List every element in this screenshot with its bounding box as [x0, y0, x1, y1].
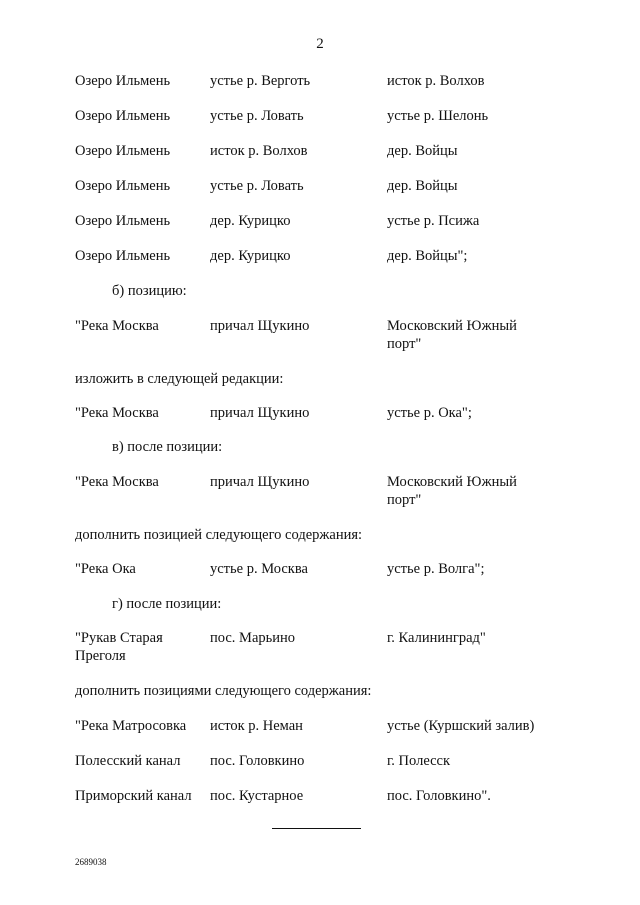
start-point-cell: устье р. Москва — [210, 561, 308, 577]
end-point-cell: устье р. Шелонь — [387, 108, 489, 124]
waterway-cell: Озеро Ильмень — [75, 143, 171, 159]
end-point-cell: устье р. Псижа — [387, 213, 480, 229]
start-point-cell: пос. Кустарное — [210, 788, 304, 804]
table-row — [0, 473, 640, 513]
paragraph-v: в) после позиции: — [112, 439, 223, 455]
paragraph-b: б) позицию: — [112, 283, 187, 299]
waterway-cell: Озеро Ильмень — [75, 108, 171, 124]
table-row — [0, 752, 640, 792]
start-point-cell: устье р. Верготь — [210, 73, 311, 89]
table-row — [0, 107, 640, 147]
end-point-cell: г. Полесск — [387, 753, 451, 769]
paragraph-add-position: дополнить позицией следующего содержания: — [75, 527, 363, 543]
end-point-cell: дер. Войцы"; — [387, 248, 468, 264]
table-row — [0, 787, 640, 827]
table-row — [0, 177, 640, 217]
table-row — [0, 142, 640, 182]
paragraph-g: г) после позиции: — [112, 596, 222, 612]
end-point-cell: дер. Войцы — [387, 143, 458, 159]
waterway-cell: "Река Москва — [75, 474, 159, 490]
table-row — [0, 72, 640, 112]
end-point-cell: устье р. Волга"; — [387, 561, 485, 577]
waterway-cell: Озеро Ильмень — [75, 73, 171, 89]
waterway-cell: "Река Ока — [75, 561, 136, 577]
start-point-cell: исток р. Неман — [210, 718, 303, 734]
start-point-cell: исток р. Волхов — [210, 143, 308, 159]
table-row — [0, 247, 640, 287]
table-row — [0, 560, 640, 600]
start-point-cell: дер. Курицко — [210, 248, 291, 264]
waterway-cell: Озеро Ильмень — [75, 178, 171, 194]
end-point-cell: пос. Головкино". — [387, 788, 491, 804]
start-point-cell: причал Щукино — [210, 474, 310, 490]
end-point-cell: устье (Куршский залив) — [387, 718, 535, 734]
waterway-cell: Полесский канал — [75, 753, 181, 769]
page-number: 2 — [316, 36, 324, 52]
end-point-cell: Московский Южный порт" — [387, 318, 517, 352]
closing-rule — [272, 828, 361, 829]
start-point-cell: пос. Марьино — [210, 630, 296, 646]
end-point-cell: устье р. Ока"; — [387, 405, 472, 421]
table-row — [0, 404, 640, 444]
start-point-cell: причал Щукино — [210, 405, 310, 421]
paragraph-edit: изложить в следующей редакции: — [75, 371, 284, 387]
start-point-cell: устье р. Ловать — [210, 108, 304, 124]
waterway-cell: Озеро Ильмень — [75, 213, 171, 229]
end-point-cell: Московский Южный порт" — [387, 474, 517, 508]
waterway-cell: "Рукав Старая Преголя — [75, 630, 163, 664]
waterway-cell: Озеро Ильмень — [75, 248, 171, 264]
table-row — [0, 629, 640, 669]
start-point-cell: дер. Курицко — [210, 213, 291, 229]
start-point-cell: пос. Головкино — [210, 753, 305, 769]
table-row — [0, 317, 640, 357]
table-row — [0, 212, 640, 252]
paragraph-add-positions: дополнить позициями следующего содержания: — [75, 683, 372, 699]
end-point-cell: дер. Войцы — [387, 178, 458, 194]
start-point-cell: причал Щукино — [210, 318, 310, 334]
start-point-cell: устье р. Ловать — [210, 178, 304, 194]
document-code: 2689038 — [75, 857, 107, 867]
end-point-cell: г. Калининград" — [387, 630, 486, 646]
waterway-cell: Приморский канал — [75, 788, 192, 804]
waterway-cell: "Река Москва — [75, 318, 159, 334]
waterway-cell: "Река Матросовка — [75, 718, 187, 734]
end-point-cell: исток р. Волхов — [387, 73, 485, 89]
table-row — [0, 717, 640, 757]
waterway-cell: "Река Москва — [75, 405, 159, 421]
